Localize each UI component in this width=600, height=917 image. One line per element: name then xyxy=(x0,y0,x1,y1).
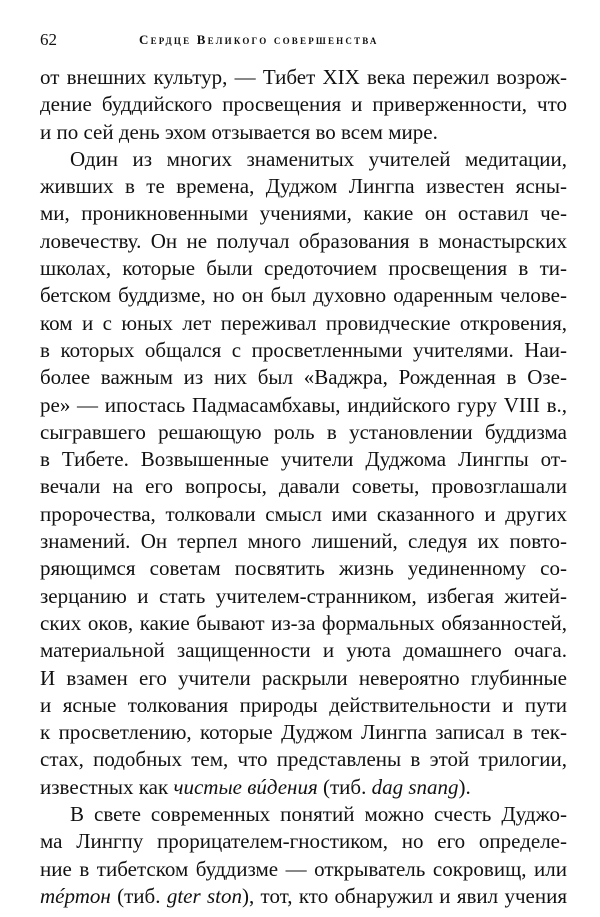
running-title: Сердце Великого совершенства xyxy=(139,32,379,47)
text-segment: ), тот, кто обнаружил и явил учения xyxy=(241,883,567,908)
text-line xyxy=(40,419,567,446)
text-line xyxy=(40,91,567,118)
text-segment: ). xyxy=(458,774,471,799)
text-segment: ма Лингпу прорицателем-гностиком, но его определе- xyxy=(40,829,567,854)
text-line xyxy=(40,64,567,91)
text-segment: к просветлению, которые Дуджом Лингпа записал в тек- xyxy=(40,720,567,745)
text-line xyxy=(40,828,567,855)
text-segment: Один из многих знаменитых учителей медитации, xyxy=(70,146,567,171)
text-segment: ком и с юных лет переживал провидческие откровения, xyxy=(40,310,567,335)
page-header xyxy=(40,30,566,52)
text-line xyxy=(40,200,567,227)
italic-text: gter ston xyxy=(166,883,242,908)
text-segment: ловечеству. Он не получал образования в монастырских xyxy=(40,228,567,253)
text-line xyxy=(40,446,567,473)
text-line xyxy=(40,774,567,801)
text-line xyxy=(40,146,567,173)
italic-text: тéртон xyxy=(40,883,111,908)
text-line xyxy=(40,856,567,883)
text-segment: зерцанию и стать учителем-странником, избегая житей- xyxy=(40,583,567,608)
page-number: 62 xyxy=(40,30,57,49)
italic-text: dag snang xyxy=(371,774,459,799)
text-line xyxy=(40,501,567,528)
text-line xyxy=(40,637,567,664)
text-segment: дение буддийского просвещения и приверженности, что xyxy=(40,92,567,117)
text-segment: ских оков, какие бывают из-за формальных обязанностей, xyxy=(40,610,567,635)
text-line xyxy=(40,583,567,610)
text-line xyxy=(40,255,567,282)
text-segment: бетском буддизме, но он был духовно одаренным челове- xyxy=(40,283,567,308)
text-line xyxy=(40,801,567,828)
text-segment: ние в тибетском буддизме — открыватель сокровищ, или xyxy=(40,856,567,881)
text-segment: известных как xyxy=(40,774,174,799)
text-line xyxy=(40,610,567,637)
text-line xyxy=(40,337,567,364)
text-line xyxy=(40,692,567,719)
text-segment: более важным из них был «Ваджра, Рожденная в Озе- xyxy=(40,365,567,390)
text-segment: живших в те времена, Дуджом Лингпа известен ясны- xyxy=(40,174,567,199)
text-segment: и ясные толкования природы действительности и пути xyxy=(40,692,567,717)
text-line xyxy=(40,364,567,391)
text-line xyxy=(40,555,567,582)
text-segment: стах, подобных тем, что представлены в этой трилогии, xyxy=(40,747,567,772)
text-line xyxy=(40,282,567,309)
text-segment: в Тибете. Возвышенные учители Дуджома Лингпы от- xyxy=(40,447,567,472)
text-line xyxy=(40,392,567,419)
text-line xyxy=(40,173,567,200)
text-segment: ми, проникновенными учениями, какие он оставил че- xyxy=(40,201,567,226)
text-segment: и по сей день эхом отзывается во всем мире. xyxy=(40,119,438,144)
text-segment: в которых общался с просветленными учителями. Наи- xyxy=(40,337,567,362)
text-line xyxy=(40,119,567,146)
text-segment: (тиб. xyxy=(317,774,372,799)
text-line xyxy=(40,228,567,255)
text-segment: материальной защищенности и уюта домашнего очага. xyxy=(40,638,567,663)
text-line xyxy=(40,719,567,746)
text-line xyxy=(40,665,567,692)
text-segment: В свете современных понятий можно счесть Дуджо- xyxy=(70,802,567,827)
text-line xyxy=(40,528,567,555)
text-segment: сыгравшего решающую роль в установлении буддизма xyxy=(40,419,567,444)
text-line xyxy=(40,473,567,500)
text-segment: (тиб. xyxy=(110,883,167,908)
text-segment: пророчества, толковали смысл ими сказанного и других xyxy=(40,501,567,526)
text-segment: ряющимся советам посвятить жизнь уединенному со- xyxy=(40,556,567,581)
text-segment: школах, которые были средоточием просвещения в ти- xyxy=(40,256,567,281)
text-segment: ре» — ипостась Падмасамбхавы, индийского гуру VIII в., xyxy=(40,392,567,417)
body-text xyxy=(40,64,567,910)
text-line xyxy=(40,310,567,337)
text-line xyxy=(40,883,567,910)
text-segment: И взамен его учители раскрыли невероятно глубинные xyxy=(40,665,567,690)
text-segment: знамений. Он терпел много лишений, следуя их повто- xyxy=(40,529,567,554)
text-segment: от внешних культур, — Тибет XIX века пережил возрож- xyxy=(40,65,567,89)
text-segment: вечали на его вопросы, давали советы, провозглашали xyxy=(40,474,567,499)
italic-text: чистые вúдения xyxy=(173,774,318,799)
text-line xyxy=(40,746,567,773)
